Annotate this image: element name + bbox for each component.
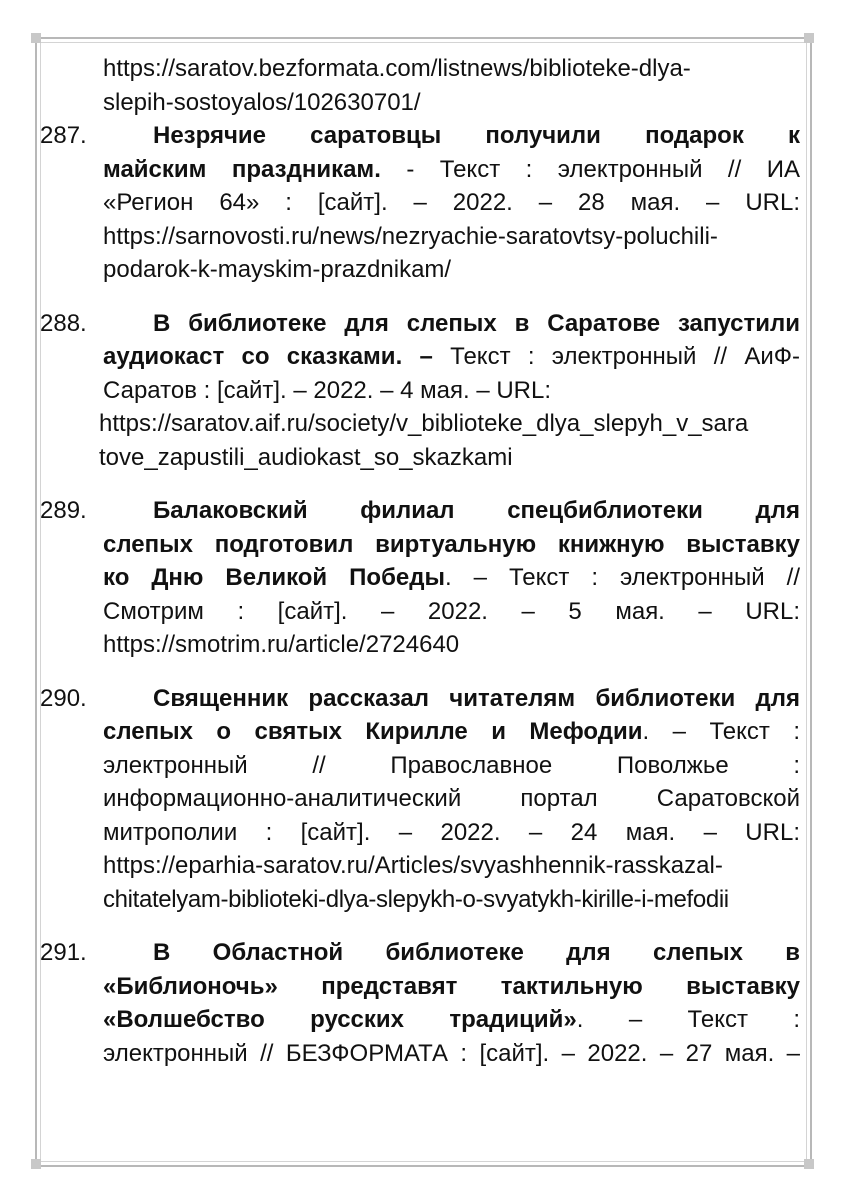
entry-title: В библиотеке для слепых в Саратове запустили bbox=[153, 309, 800, 337]
entry-290 bbox=[40, 682, 800, 917]
entry-url: tove_zapustili_audiokast_so_skazkami bbox=[99, 443, 513, 471]
frame-corner-ornament bbox=[804, 33, 814, 43]
entry-title: слепых о святых Кирилле и Мефодии bbox=[103, 718, 643, 745]
entry-line bbox=[40, 715, 800, 749]
entry-description: Текст : электронный // АиФ- bbox=[432, 343, 801, 370]
entry-291 bbox=[40, 936, 800, 1070]
entry-number: 288. bbox=[40, 309, 87, 337]
entry-title: Незрячие саратовцы получили подарок к bbox=[153, 122, 800, 149]
entry-line: митрополии : [сайт]. – 2022. – 24 мая. – URL: bbox=[103, 818, 800, 846]
entry-first-line bbox=[40, 307, 800, 341]
entry-title: слепых подготовил виртуальную книжную выставку bbox=[103, 530, 800, 558]
entry-first-line bbox=[40, 682, 800, 716]
entry-url: https://saratov.aif.ru/society/v_biblioteke_dlya_slepyh_v_sara bbox=[99, 410, 749, 437]
entry-description: . – Текст : bbox=[642, 718, 800, 745]
entry-288 bbox=[40, 307, 800, 475]
entry-number: 287. bbox=[40, 122, 87, 149]
entry-title: «Волшебство русских традиций» bbox=[103, 1006, 577, 1033]
entry-url: chitatelyam-biblioteki-dlya-slepykh-o-svyatykh-kirille-i-mefodii bbox=[103, 885, 729, 913]
entry-title: Балаковский филиал спецбиблиотеки для bbox=[153, 497, 800, 524]
entry-number: 291. bbox=[40, 939, 87, 966]
entry-url: https://eparhia-saratov.ru/Articles/svyashhennik-rasskazal- bbox=[103, 852, 723, 879]
entry-description: . – Текст : bbox=[576, 1006, 801, 1033]
entry-url: https://saratov.bezformata.com/listnews/biblioteke-dlya- bbox=[103, 55, 691, 82]
entry-number: 290. bbox=[40, 684, 87, 712]
entry-line bbox=[40, 153, 800, 187]
entry-line: информационно-аналитический портал Саратовской bbox=[103, 785, 800, 812]
entry-description: - Текст : электронный // ИА bbox=[380, 155, 800, 183]
frame-corner-ornament bbox=[804, 1159, 814, 1169]
entry-title: аудиокаст со сказками. – bbox=[103, 343, 433, 370]
entry-description: . – Текст : электронный // bbox=[444, 564, 800, 591]
entry-line: «Регион 64» : [сайт]. – 2022. – 28 мая. – URL: bbox=[103, 189, 800, 216]
entry-line: Саратов : [сайт]. – 2022. – 4 мая. – URL: bbox=[103, 376, 552, 404]
entry-title: «Библионочь» представят тактильную выставку bbox=[103, 972, 800, 1000]
entry-line bbox=[40, 340, 800, 374]
entry-number: 289. bbox=[40, 497, 87, 524]
frame-corner-ornament bbox=[31, 1159, 41, 1169]
entry-line bbox=[40, 1003, 800, 1037]
entry-title: В Областной библиотеке для слепых в bbox=[153, 939, 800, 966]
entry-url: slepih-sostoyalos/102630701/ bbox=[103, 88, 421, 116]
entry-first-line bbox=[40, 936, 800, 970]
entry-first-line bbox=[40, 494, 800, 528]
entry-line: электронный // БЕЗФОРМАТА : [сайт]. – 2022. – 27 мая. – bbox=[103, 1039, 800, 1067]
entry-line: электронный // Православное Поволжье : bbox=[103, 751, 800, 779]
entry-title: майским праздникам. bbox=[103, 155, 381, 183]
frame-corner-ornament bbox=[31, 33, 41, 43]
entry-287 bbox=[40, 119, 800, 287]
bibliography-list bbox=[40, 52, 800, 1070]
entry-289 bbox=[40, 494, 800, 662]
entry-url: https://sarnovosti.ru/news/nezryachie-saratovtsy-poluchili- bbox=[103, 222, 718, 250]
entry-line bbox=[40, 561, 800, 595]
entry-line: Смотрим : [сайт]. – 2022. – 5 мая. – URL: bbox=[103, 597, 800, 625]
entry-url: https://smotrim.ru/article/2724640 bbox=[103, 631, 460, 658]
entry-title: Священник рассказал читателям библиотеки для bbox=[153, 684, 800, 712]
entry-title: ко Дню Великой Победы bbox=[103, 564, 445, 591]
entry-url: podarok-k-mayskim-prazdnikam/ bbox=[103, 256, 452, 283]
entry-286-continuation bbox=[40, 52, 800, 119]
entry-first-line bbox=[40, 119, 800, 153]
